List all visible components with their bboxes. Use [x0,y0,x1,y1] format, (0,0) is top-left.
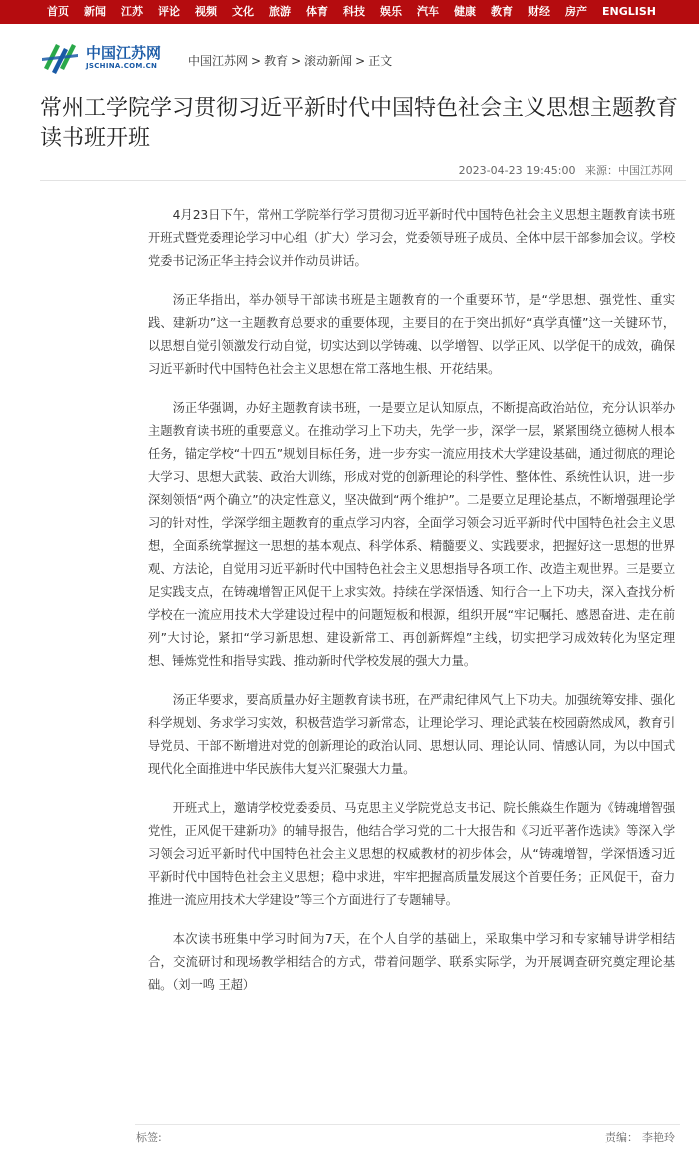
article-paragraph: 汤正华要求，要高质量办好主题教育读书班，在严肃纪律风气上下功夫。加强统筹安排、强化科学规划、务求学习实效，积极营造学习新常态，让理论学习、理论武装在校园蔚然成风，教育引导党员、干部不断增进对党的创新理论的政治认同、思想认同、理论认同、情感认同，为以中国式现代化全面推进中华民族伟大复兴汇聚强大力量。 [148,693,675,776]
nav-culture[interactable]: 文化 [232,5,254,18]
article-source: 中国江苏网 [618,164,673,177]
logo-mark-icon [40,38,80,78]
article-paragraph: 汤正华指出，举办领导干部读书班是主题教育的一个重要环节，是“学思想、强党性、重实践、建新功”这一主题教育总要求的重要体现，主要目的在于突出抓好“真学真懂”这一关键环节，以思想自觉引领激发行动自觉，切实达到以学铸魂、以学增智、以学正风、以学促干的成效，确保习近平新时代中国特色社会主义思想在常工落地生根、开花结果。 [148,293,675,376]
source-label: 来源： [585,164,618,177]
breadcrumb-separator: > [355,54,366,68]
site-logo[interactable] [40,38,160,78]
nav-home[interactable]: 首页 [47,5,69,18]
footer-divider [135,1124,680,1125]
nav-comment[interactable]: 评论 [158,5,180,18]
nav-finance[interactable]: 财经 [528,5,550,18]
nav-news[interactable]: 新闻 [84,5,106,18]
nav-sports[interactable]: 体育 [306,5,328,18]
nav-auto[interactable]: 汽车 [417,5,439,18]
site-header [0,24,699,88]
tags-label: 标签: [136,1131,162,1144]
breadcrumb-separator: > [291,54,302,68]
logo-domain: JSCHINA.COM.CN [86,62,158,70]
breadcrumb-home[interactable]: 中国江苏网 [188,54,249,68]
logo-text: 中国江苏网 [86,44,162,62]
editor-name: 李艳玲 [642,1131,675,1144]
breadcrumb-education[interactable]: 教育 [264,54,289,68]
title-divider [40,180,686,181]
breadcrumb-separator: > [251,54,262,68]
breadcrumb [188,52,392,69]
nav-education[interactable]: 教育 [491,5,513,18]
nav-realestate[interactable]: 房产 [565,5,587,18]
nav-tech[interactable]: 科技 [343,5,365,18]
nav-entertainment[interactable]: 娱乐 [380,5,402,18]
article-paragraph: 4月23日下午，常州工学院举行学习贯彻习近平新时代中国特色社会主义思想主题教育读书班开班式暨党委理论学习中心组（扩大）学习会，党委领导班子成员、全体中层干部参加会议。学校党委书记汤正华主持会议并作动员讲话。 [148,208,675,268]
editor-credit [601,1129,675,1145]
breadcrumb-current: 正文 [368,54,393,68]
nav-jiangsu[interactable]: 江苏 [121,5,143,18]
editor-label: 责编： [605,1131,638,1144]
article-paragraph: 汤正华强调，办好主题教育读书班，一是要立足认知原点，不断提高政治站位，充分认识举办主题教育读书班的重要意义。在推动学习上下功夫，先学一步，深学一层，紧紧围绕立德树人根本任务，锚定学校“十四五”规划目标任务，进一步夯实一流应用技术大学建设基础，通过彻底的理论大学习、思想大武装、政治大训练，形成对党的创新理论的科学性、整体性、系统性认识，进一步深刻领悟“两个确立”的决定性意义，坚决做到“两个维护”。二是要立足理论基点，不断增强理论学习的针对性，学深学细主题教育的重点学习内容，全面学习领会习近平新时代中国特色社会主义思想，全面系统掌握这一思想的基本观点、科学体系、精髓要义、实践要求，把握好这一思想的世界观、方法论，自觉用习近平新时代中国特色社会主义思想指导各项工作、改造主观世界。三是要立足实践支点，在铸魂增智正风促干上求实效。持续在学深悟透、知行合一上下功夫，深入查找分析学校在一流应用技术大学建设过程中的问题短板和根源，组织开展“牢记嘱托、感恩奋进、走在前列”大讨论，紧扣“学习新思想、建设新常工、再创新辉煌”主线，切实把学习成效转化为坚定理想、锤炼党性和指导实践、推动新时代学校发展的强大力量。 [148,401,675,668]
article-title: 常州工学院学习贯彻习近平新时代中国特色社会主义思想主题教育读书班开班 [40,96,679,151]
nav-travel[interactable]: 旅游 [269,5,291,18]
article-date: 2023-04-23 19:45:00 [458,164,576,177]
article-body [148,204,675,1013]
breadcrumb-rolling-news[interactable]: 滚动新闻 [304,54,353,68]
article-meta [453,162,673,178]
nav-health[interactable]: 健康 [454,5,476,18]
top-nav [0,0,699,24]
article-paragraph: 开班式上，邀请学校党委委员、马克思主义学院党总支书记、院长熊焱生作题为《铸魂增智强党性，正风促干建新功》的辅导报告，他结合学习党的二十大报告和《习近平著作选读》等深入学习领会习近平新时代中国特色社会主义思想的权威教材的初步体会，从“铸魂增智，学深悟透习近平新时代中国特色社会主义思想；稳中求进，牢牢把握高质量发展这个首要任务；正风促干，奋力推进一流应用技术大学建设”等三个方面进行了专题辅导。 [148,801,675,907]
article-paragraph: 本次读书班集中学习时间为7天，在个人自学的基础上，采取集中学习和专家辅导讲学相结合，交流研讨和现场教学相结合的方式，带着问题学、联系实际学，为开展调查研究奠定理论基础。（刘一鸣 王超） [148,932,675,992]
nav-english[interactable]: ENGLISH [602,5,656,18]
nav-video[interactable]: 视频 [195,5,217,18]
